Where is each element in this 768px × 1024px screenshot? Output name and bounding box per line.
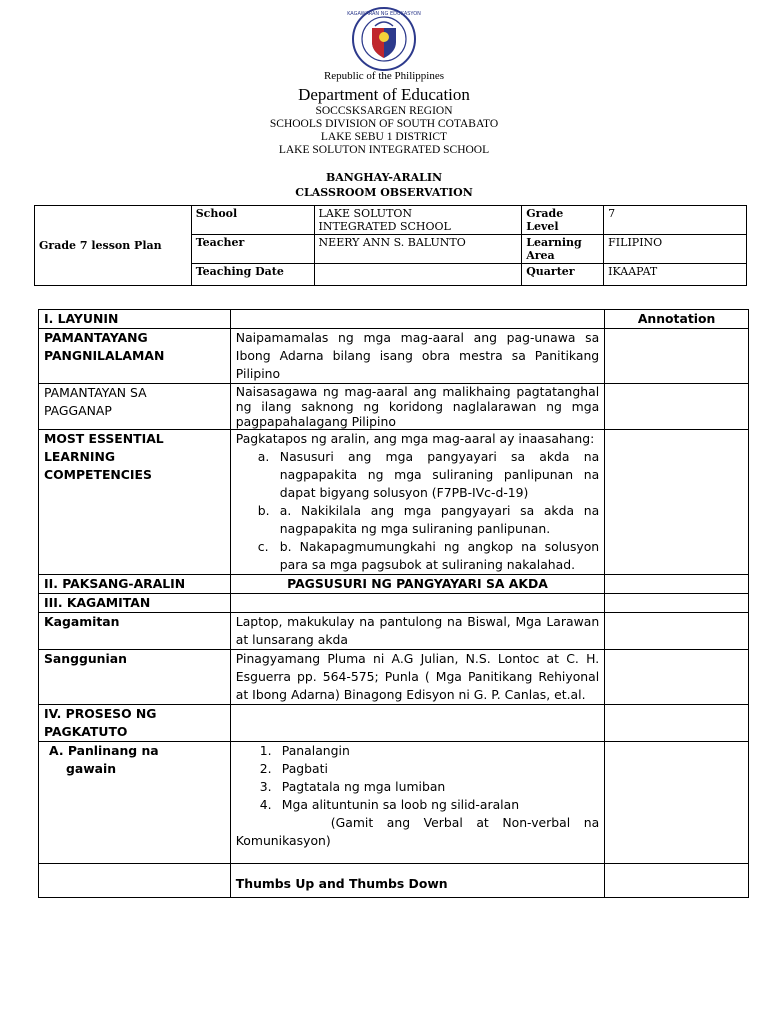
- melc-label: MOST ESSENTIAL LEARNING COMPETENCIES: [39, 430, 231, 575]
- republic-line: Republic of the Philippines: [323, 70, 445, 82]
- kagamitan-text: Laptop, makukulay na pantulong na Biswal, Mga Larawan at lunsarang akda: [230, 613, 604, 650]
- info-table: [34, 205, 747, 286]
- plan-label: Grade 7 lesson Plan: [35, 206, 192, 286]
- teacher-label: Teacher: [191, 235, 314, 264]
- melc-intro: Pagkatapos ng aralin, ang mga mag-aaral ay inaasahang:: [235, 431, 595, 446]
- list-item: 1. Panalangin: [259, 743, 350, 758]
- panlinang-note: (Gamit ang Verbal at Non-verbal na Komunikasyon): [235, 815, 600, 848]
- quarter-label: Quarter: [522, 264, 604, 286]
- school-line: LAKE SOLUTON INTEGRATED SCHOOL: [278, 144, 490, 156]
- department-name: Department of Education: [298, 85, 470, 104]
- seal-lettering: KAGAWARAN NG EDUKASYON: [347, 11, 421, 17]
- pamantayang-label: PAMANTAYANG PANGNILALAMAN: [39, 329, 231, 384]
- list-item: 2. Pagbati: [259, 761, 328, 776]
- sanggunian-text: Pinagyamang Pluma ni A.G Julian, N.S. Lontoc at C. H. Esguerra pp. 564-575; Punla ( Mga Panitikang Rehiyonal at Ibong Adarna) Binagong Edisyon ni G. P. Canlas, et.al.: [230, 650, 604, 705]
- kagamitan-heading: III. KAGAMITAN: [39, 594, 231, 613]
- list-item: 4. Mga alituntunin sa loob ng silid-aralan: [259, 797, 520, 812]
- proseso-label: IV. PROSESO NG PAGKATUTO: [39, 705, 231, 742]
- grade-value: 7: [604, 206, 747, 235]
- list-item: 3. Pagtatala ng mga lumiban: [259, 779, 446, 794]
- quarter-value: IKAAPAT: [604, 264, 747, 286]
- kagamitan-label: Kagamitan: [39, 613, 231, 650]
- list-item: b. a. Nakikilala ang mga pangyayari sa akda na nagpapakita ng mga suliraning panlipunan.: [257, 503, 600, 536]
- division-line: SCHOOLS DIVISION OF SOUTH COTABATO: [269, 118, 499, 130]
- layunin-heading: I. LAYUNIN: [39, 310, 231, 329]
- sanggunian-label: Sanggunian: [39, 650, 231, 705]
- region-line: SOCCSKSARGEN REGION: [315, 105, 453, 117]
- deped-seal-icon: [347, 6, 421, 72]
- doc-title-2: CLASSROOM OBSERVATION: [295, 186, 473, 199]
- pamantayang-text: Naipamamalas ng mga mag-aaral ang pag-unawa sa Ibong Adarna bilang isang obra mestra sa Panitikang Pilipino: [230, 329, 604, 384]
- annotation-heading: Annotation: [605, 310, 749, 329]
- pagganap-text: Naisasagawa ng mag-aaral ang malikhaing pagtatanghal ng ilang saknong ng koridong naglalarawan ng mga pagpapahalagang Pilipino: [230, 384, 604, 430]
- document-header: [0, 6, 768, 200]
- panlinang-label: A. Panlinang na gawain: [39, 742, 231, 864]
- grade-label: Grade Level: [522, 206, 604, 235]
- paksang-text: PAGSUSURI NG PANGYAYARI SA AKDA: [230, 575, 604, 594]
- thumbs-activity: Thumbs Up and Thumbs Down: [230, 864, 604, 898]
- school-value: LAKE SOLUTON INTEGRATED SCHOOL: [314, 206, 522, 235]
- list-item: a. Nasusuri ang mga pangyayari sa akda na nagpapakita ng mga suliraning panlipunan na dapat bigyang solusyon (F7PB-IVc-d-19): [257, 449, 600, 500]
- lesson-plan-table: [38, 309, 749, 898]
- teacher-value: NEERY ANN S. BALUNTO: [314, 235, 522, 264]
- date-label: Teaching Date: [191, 264, 314, 286]
- school-label: School: [191, 206, 314, 235]
- district-line: LAKE SEBU 1 DISTRICT: [320, 131, 448, 143]
- doc-title-1: BANGHAY-ARALIN: [325, 171, 443, 184]
- melc-content: [230, 430, 604, 575]
- list-item: c. b. Nakapagmumungkahi ng angkop na solusyon para sa mga pagsubok at suliraning nakalahad.: [257, 539, 600, 572]
- panlinang-content: [230, 742, 604, 864]
- date-value: [314, 264, 522, 286]
- area-value: FILIPINO: [604, 235, 747, 264]
- paksang-label: II. PAKSANG-ARALIN: [39, 575, 231, 594]
- area-label: Learning Area: [522, 235, 604, 264]
- pagganap-label: PAMANTAYAN SA PAGGANAP: [39, 384, 231, 430]
